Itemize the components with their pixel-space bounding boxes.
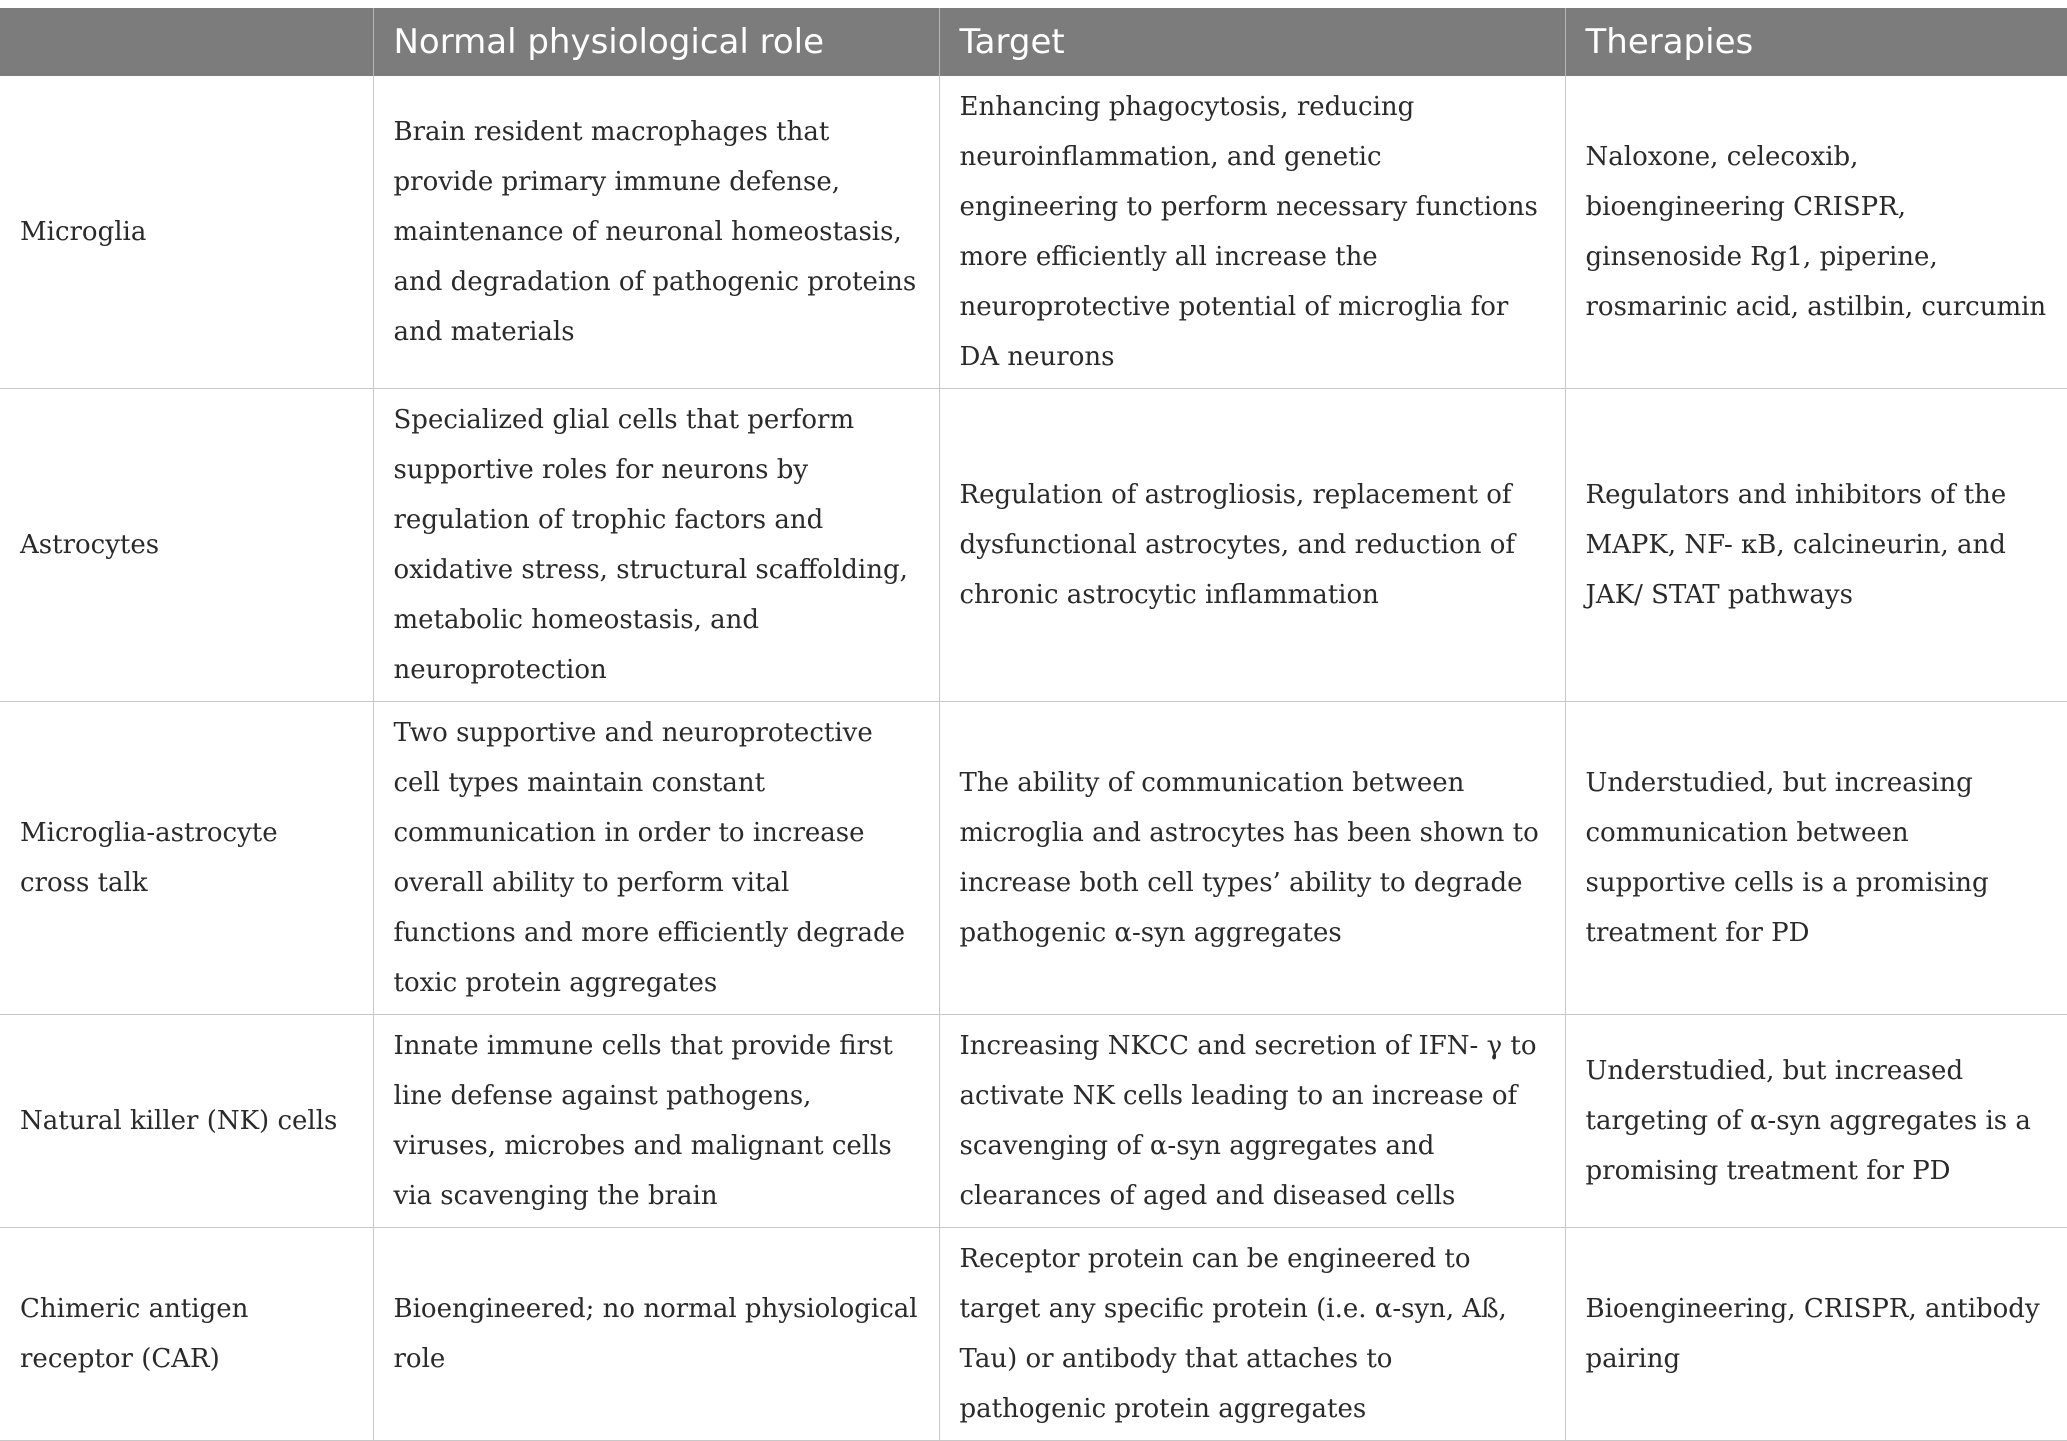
cell-type: Natural killer (NK) cells	[0, 1015, 373, 1228]
cell-target: The ability of communication between microglia and astrocytes has been shown to increase both cell types’ ability to degrade pathogenic α-syn aggregates	[939, 702, 1565, 1015]
cell-role: Specialized glial cells that perform supportive roles for neurons by regulation of trophic factors and oxidative stress, structural scaffolding, metabolic homeostasis, and neuroprotection	[373, 389, 939, 702]
cell-type: Astrocytes	[0, 389, 373, 702]
cell-target: Increasing NKCC and secretion of IFN- γ to activate NK cells leading to an increase of scavenging of α-syn aggregates and clearances of aged and diseased cells	[939, 1015, 1565, 1228]
cell-therapies: Understudied, but increased targeting of α-syn aggregates is a promising treatment for PD	[1565, 1015, 2067, 1228]
cell-role: Brain resident macrophages that provide primary immune defense, maintenance of neuronal homeostasis, and degradation of pathogenic proteins and materials	[373, 76, 939, 389]
therapies-table	[0, 8, 2067, 1441]
table-header	[0, 8, 2067, 76]
cell-target: Enhancing phagocytosis, reducing neuroinflammation, and genetic engineering to perform necessary functions more efficiently all increase the neuroprotective potential of microglia for DA neurons	[939, 76, 1565, 389]
table-row	[0, 1015, 2067, 1228]
cell-type: Chimeric antigen receptor (CAR)	[0, 1228, 373, 1441]
therapies-table-container	[0, 8, 2067, 1441]
table-row	[0, 1228, 2067, 1441]
header-therapies: Therapies	[1565, 8, 2067, 76]
cell-therapies: Naloxone, celecoxib, bioengineering CRISPR, ginsenoside Rg1, piperine, rosmarinic acid, astilbin, curcumin	[1565, 76, 2067, 389]
header-target: Target	[939, 8, 1565, 76]
header-row	[0, 8, 2067, 76]
cell-therapies: Understudied, but increasing communication between supportive cells is a promising treatment for PD	[1565, 702, 2067, 1015]
cell-role: Bioengineered; no normal physiological role	[373, 1228, 939, 1441]
cell-role: Two supportive and neuroprotective cell types maintain constant communication in order to increase overall ability to perform vital functions and more efficiently degrade toxic protein aggregates	[373, 702, 939, 1015]
table-row	[0, 702, 2067, 1015]
cell-type: Microglia-astrocyte cross talk	[0, 702, 373, 1015]
cell-target: Regulation of astrogliosis, replacement of dysfunctional astrocytes, and reduction of chronic astrocytic inflammation	[939, 389, 1565, 702]
cell-type: Microglia	[0, 76, 373, 389]
cell-role: Innate immune cells that provide first line defense against pathogens, viruses, microbes and malignant cells via scavenging the brain	[373, 1015, 939, 1228]
table-body	[0, 76, 2067, 1441]
cell-therapies: Regulators and inhibitors of the MAPK, NF- κB, calcineurin, and JAK/ STAT pathways	[1565, 389, 2067, 702]
header-cell-type	[0, 8, 373, 76]
table-row	[0, 76, 2067, 389]
header-normal-physiological-role: Normal physiological role	[373, 8, 939, 76]
table-row	[0, 389, 2067, 702]
cell-target: Receptor protein can be engineered to target any specific protein (i.e. α-syn, Aß, Tau) or antibody that attaches to pathogenic protein aggregates	[939, 1228, 1565, 1441]
cell-therapies: Bioengineering, CRISPR, antibody pairing	[1565, 1228, 2067, 1441]
